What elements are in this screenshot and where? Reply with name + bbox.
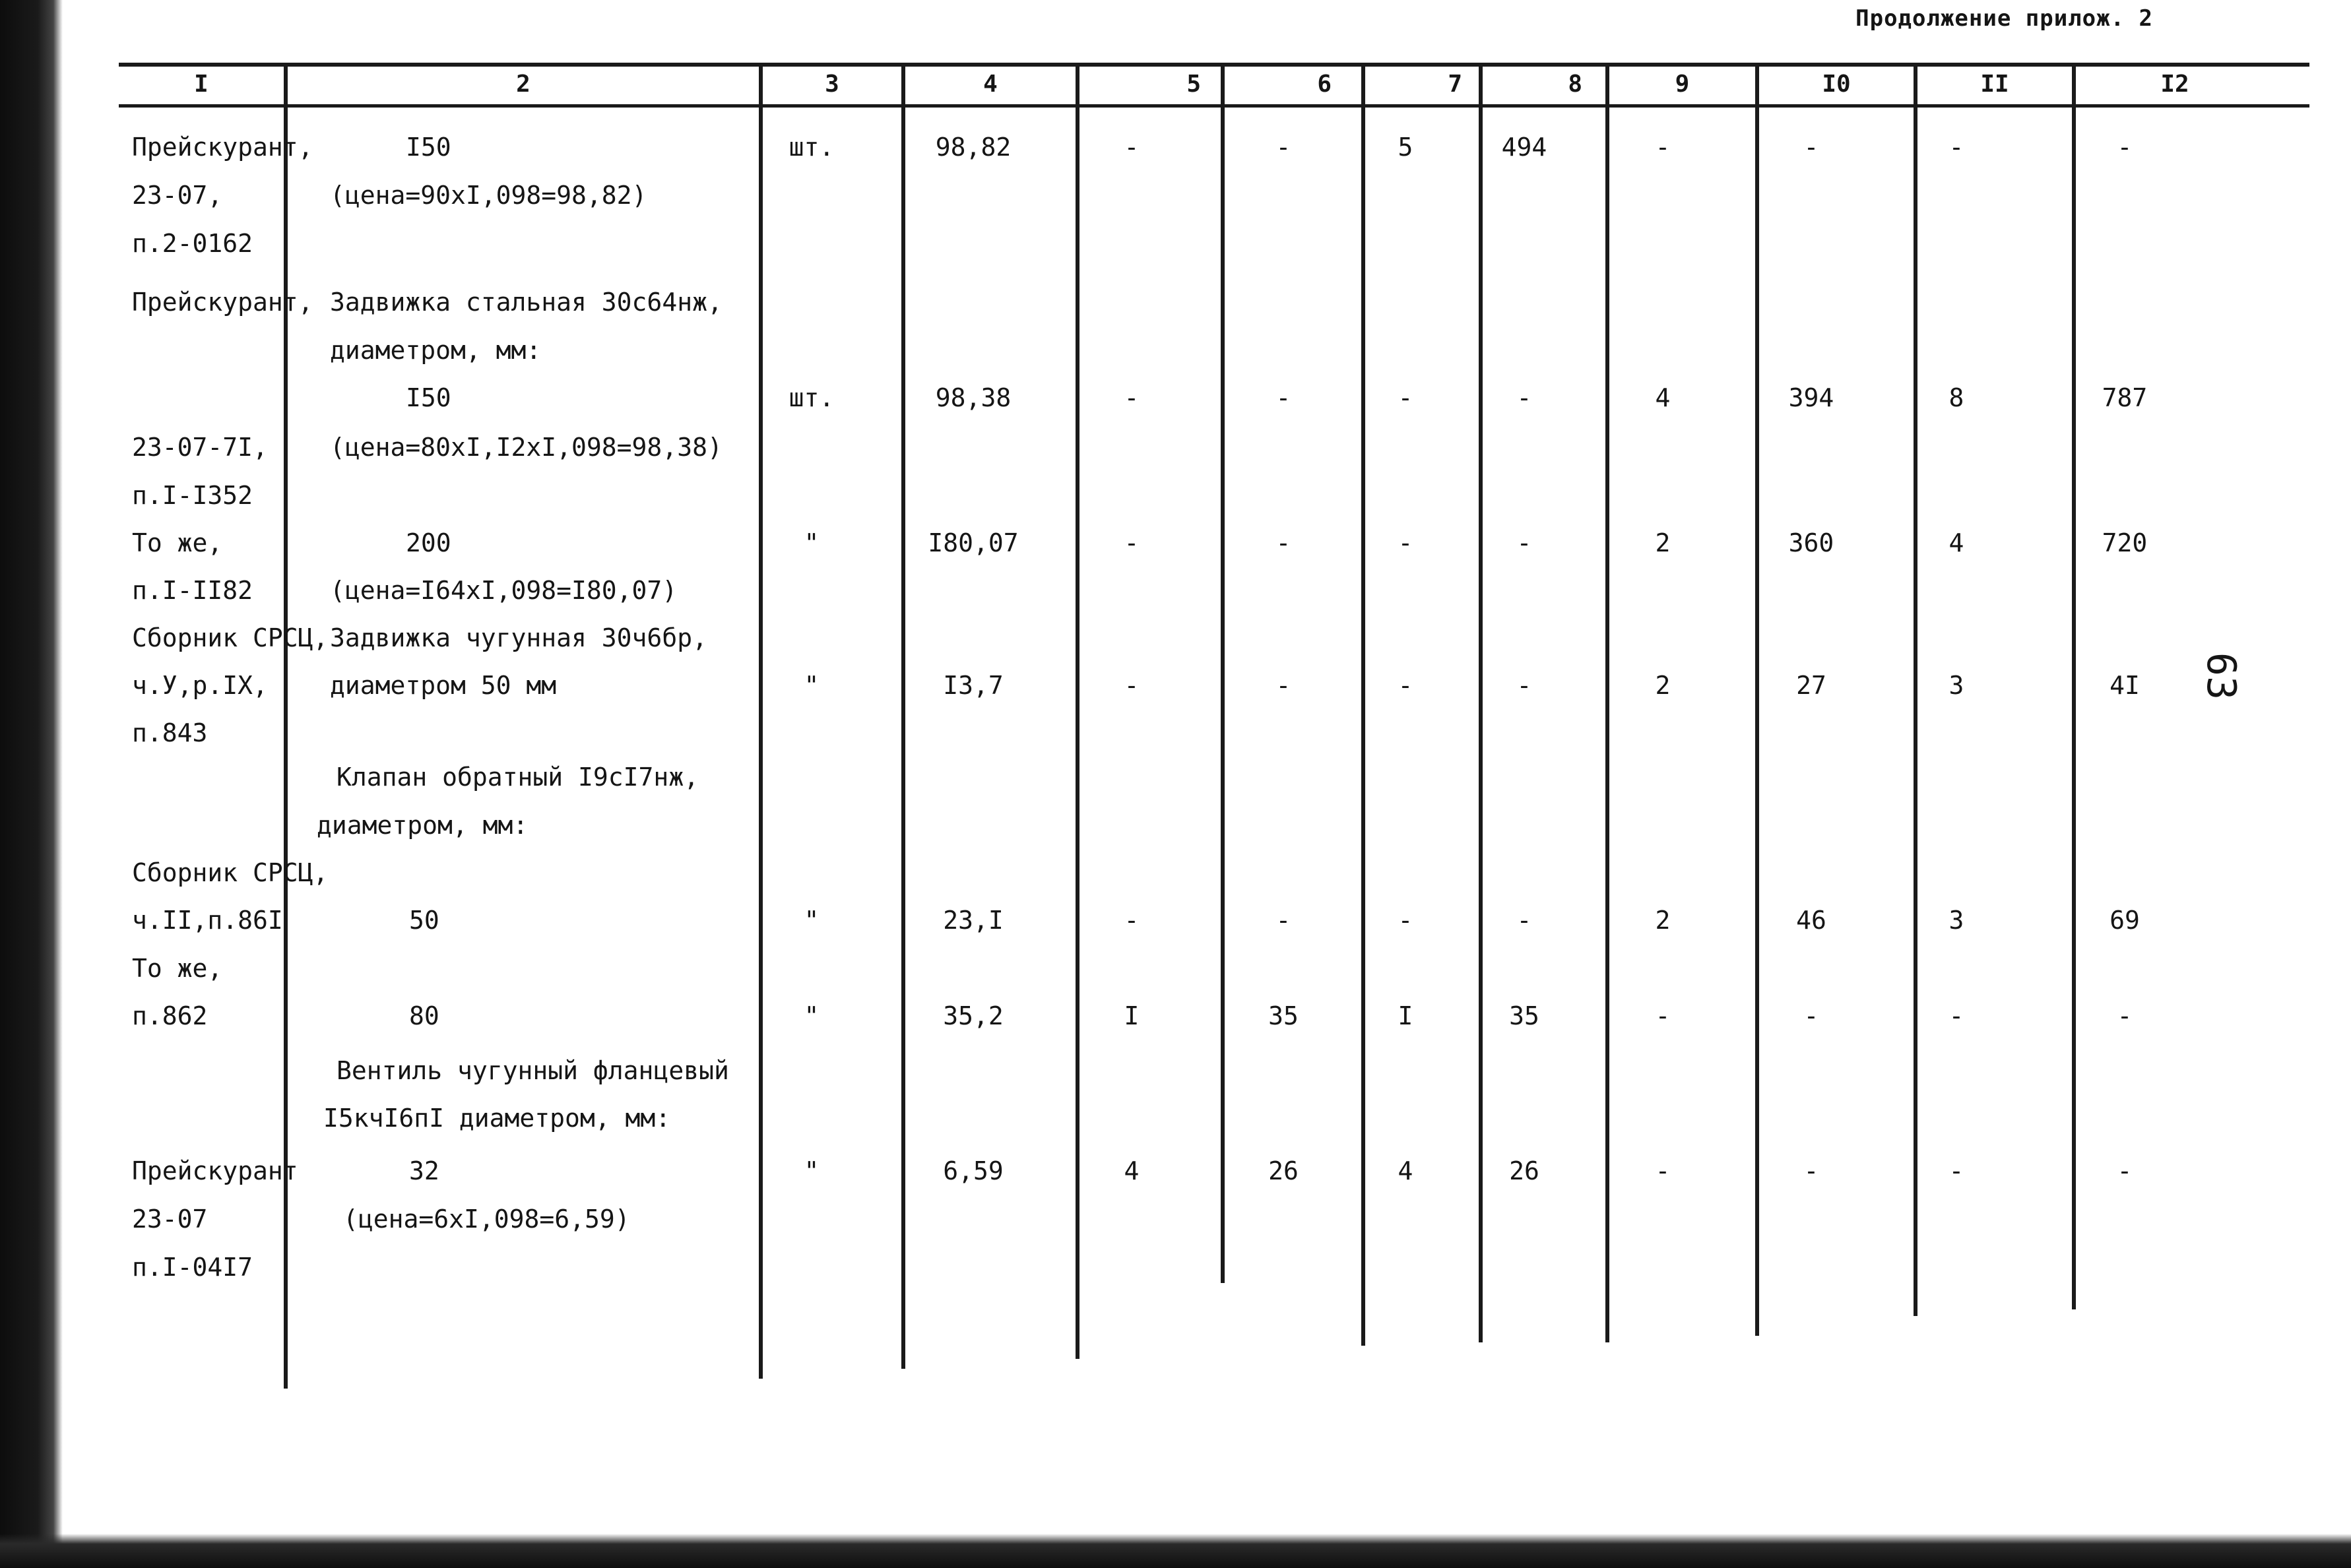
item-diameter: 50 xyxy=(409,906,439,935)
cell-r3-c9: 2 xyxy=(1655,528,1671,557)
source-ref: п.I-II82 xyxy=(132,576,253,605)
header-col-11: II xyxy=(1980,71,2009,98)
cell-r7-c11: - xyxy=(1948,1156,1964,1185)
cell-r7-c3: " xyxy=(804,1156,820,1185)
item-diameter: 32 xyxy=(409,1156,439,1185)
cell-r1-c7: 5 xyxy=(1398,133,1413,162)
cell-r1-c5: - xyxy=(1124,133,1140,162)
item-description: диаметром, мм: xyxy=(317,811,529,840)
item-description: Задвижка стальная 30с64нж, xyxy=(330,288,723,317)
item-diameter: 80 xyxy=(409,1001,439,1030)
cell-r1-c3: шт. xyxy=(789,133,835,162)
cell-r4-c12: 4I xyxy=(2109,671,2140,700)
cell-r4-c10: 27 xyxy=(1796,671,1826,700)
cell-r5-c3: " xyxy=(804,906,820,935)
col-separator-9 xyxy=(1755,63,1759,1336)
header-col-2: 2 xyxy=(516,71,531,98)
item-description: Вентиль чугунный фланцевый xyxy=(337,1056,729,1085)
cell-r1-c4: 98,82 xyxy=(935,133,1012,162)
cell-r7-c12: - xyxy=(2117,1156,2133,1185)
cell-r1-c9: - xyxy=(1655,133,1671,162)
cell-r2-c12: 787 xyxy=(2102,383,2148,412)
header-col-3: 3 xyxy=(825,71,839,98)
cell-r6-c9: - xyxy=(1655,1001,1671,1030)
cell-r5-c8: - xyxy=(1516,906,1532,935)
continuation-caption: Продолжение прилож. 2 xyxy=(1855,5,2153,32)
cell-r3-c3: " xyxy=(804,528,820,557)
cell-r3-c12: 720 xyxy=(2102,528,2148,557)
cell-r7-c9: - xyxy=(1655,1156,1671,1185)
cell-r5-c6: - xyxy=(1275,906,1291,935)
cell-r2-c8: - xyxy=(1516,383,1532,412)
cell-r4-c11: 3 xyxy=(1948,671,1964,700)
cell-r1-c12: - xyxy=(2117,133,2133,162)
header-col-12: I2 xyxy=(2160,71,2189,98)
source-ref: ч.У,р.IX, xyxy=(132,671,268,700)
cell-r3-c7: - xyxy=(1398,528,1413,557)
source-ref: Сборник СРСЦ, xyxy=(132,858,329,887)
source-ref: Прейскурант xyxy=(132,1156,298,1185)
cell-r2-c4: 98,38 xyxy=(935,383,1012,412)
item-price-formula: (цена=6хI,098=6,59) xyxy=(343,1205,630,1234)
header-col-5: 5 xyxy=(1186,71,1201,98)
cell-r7-c8: 26 xyxy=(1509,1156,1539,1185)
cell-r1-c8: 494 xyxy=(1501,133,1547,162)
header-col-4: 4 xyxy=(983,71,998,98)
cell-r2-c10: 394 xyxy=(1788,383,1834,412)
cell-r7-c6: 26 xyxy=(1268,1156,1299,1185)
cell-r5-c5: - xyxy=(1124,906,1140,935)
item-description: диаметром 50 мм xyxy=(330,671,557,700)
item-diameter: I50 xyxy=(406,133,451,162)
cell-r6-c6: 35 xyxy=(1268,1001,1299,1030)
source-ref: Прейскурант, xyxy=(132,288,313,317)
col-separator-6 xyxy=(1361,63,1365,1346)
cell-r2-c11: 8 xyxy=(1948,383,1964,412)
cell-r2-c6: - xyxy=(1275,383,1291,412)
col-separator-8 xyxy=(1605,63,1609,1342)
source-ref: 23-07 xyxy=(132,1205,208,1234)
cell-r5-c10: 46 xyxy=(1796,906,1826,935)
cell-r6-c5: I xyxy=(1124,1001,1140,1030)
item-description: Клапан обратный I9сI7нж, xyxy=(337,763,699,792)
source-ref: п.2-0162 xyxy=(132,229,253,258)
cell-r6-c7: I xyxy=(1398,1001,1413,1030)
item-diameter: 200 xyxy=(406,528,451,557)
col-separator-7 xyxy=(1479,63,1483,1342)
item-price-formula: (цена=I64хI,098=I80,07) xyxy=(330,576,678,605)
cell-r6-c4: 35,2 xyxy=(943,1001,1004,1030)
source-ref: 23-07, xyxy=(132,181,223,210)
cell-r7-c10: - xyxy=(1803,1156,1819,1185)
header-col-8: 8 xyxy=(1568,71,1582,98)
cell-r7-c7: 4 xyxy=(1398,1156,1413,1185)
col-separator-1 xyxy=(284,63,288,1389)
cell-r2-c9: 4 xyxy=(1655,383,1671,412)
cell-r3-c8: - xyxy=(1516,528,1532,557)
cell-r3-c10: 360 xyxy=(1788,528,1834,557)
cell-r3-c4: I80,07 xyxy=(928,528,1019,557)
cell-r2-c3: шт. xyxy=(789,383,835,412)
header-bottom-border xyxy=(119,104,2309,108)
col-separator-10 xyxy=(1914,63,1917,1316)
cell-r3-c6: - xyxy=(1275,528,1291,557)
cell-r5-c7: - xyxy=(1398,906,1413,935)
cell-r1-c10: - xyxy=(1803,133,1819,162)
item-diameter: I50 xyxy=(406,383,451,412)
col-separator-4 xyxy=(1076,63,1079,1359)
cell-r6-c11: - xyxy=(1948,1001,1964,1030)
header-col-10: I0 xyxy=(1822,71,1851,98)
col-separator-3 xyxy=(901,63,905,1369)
cell-r1-c11: - xyxy=(1948,133,1964,162)
col-separator-5 xyxy=(1221,63,1225,1283)
source-ref: То же, xyxy=(132,528,223,557)
header-col-7: 7 xyxy=(1448,71,1462,98)
header-col-1: I xyxy=(194,71,209,98)
source-ref: То же, xyxy=(132,954,223,983)
cell-r4-c8: - xyxy=(1516,671,1532,700)
source-ref: п.I-I352 xyxy=(132,481,253,510)
page-number: 63 xyxy=(2198,652,2245,701)
source-ref: п.843 xyxy=(132,718,208,747)
cell-r5-c4: 23,I xyxy=(943,906,1004,935)
cell-r5-c12: 69 xyxy=(2109,906,2140,935)
cell-r5-c9: 2 xyxy=(1655,906,1671,935)
cell-r7-c4: 6,59 xyxy=(943,1156,1004,1185)
cell-r4-c6: - xyxy=(1275,671,1291,700)
item-description: I5кчI6пI диаметром, мм: xyxy=(323,1104,671,1133)
cell-r7-c5: 4 xyxy=(1124,1156,1140,1185)
col-separator-2 xyxy=(759,63,763,1379)
item-price-formula: (цена=80хI,I2хI,098=98,38) xyxy=(330,433,723,462)
cell-r6-c10: - xyxy=(1803,1001,1819,1030)
cell-r6-c8: 35 xyxy=(1509,1001,1539,1030)
source-ref: п.I-04I7 xyxy=(132,1253,253,1282)
cell-r2-c7: - xyxy=(1398,383,1413,412)
header-col-9: 9 xyxy=(1675,71,1690,98)
scan-edge-left xyxy=(0,0,63,1568)
source-ref: Сборник СРСЦ, xyxy=(132,623,329,652)
col-separator-11 xyxy=(2072,63,2076,1309)
header-col-6: 6 xyxy=(1317,71,1332,98)
cell-r6-c12: - xyxy=(2117,1001,2133,1030)
item-description: Задвижка чугунная 30ч6бр, xyxy=(330,623,707,652)
cell-r3-c11: 4 xyxy=(1948,528,1964,557)
source-ref: 23-07-7I, xyxy=(132,433,268,462)
cell-r4-c7: - xyxy=(1398,671,1413,700)
cell-r6-c3: " xyxy=(804,1001,820,1030)
cell-r4-c9: 2 xyxy=(1655,671,1671,700)
cell-r1-c6: - xyxy=(1275,133,1291,162)
scan-edge-bottom xyxy=(0,1534,2351,1568)
cell-r5-c11: 3 xyxy=(1948,906,1964,935)
cell-r2-c5: - xyxy=(1124,383,1140,412)
cell-r3-c5: - xyxy=(1124,528,1140,557)
cell-r4-c4: I3,7 xyxy=(943,671,1004,700)
item-price-formula: (цена=90хI,098=98,82) xyxy=(330,181,647,210)
cell-r4-c5: - xyxy=(1124,671,1140,700)
source-ref: п.862 xyxy=(132,1001,208,1030)
cell-r4-c3: " xyxy=(804,671,820,700)
item-description: диаметром, мм: xyxy=(330,336,542,365)
source-ref: ч.II,п.86I xyxy=(132,906,283,935)
source-ref: Прейскурант, xyxy=(132,133,313,162)
